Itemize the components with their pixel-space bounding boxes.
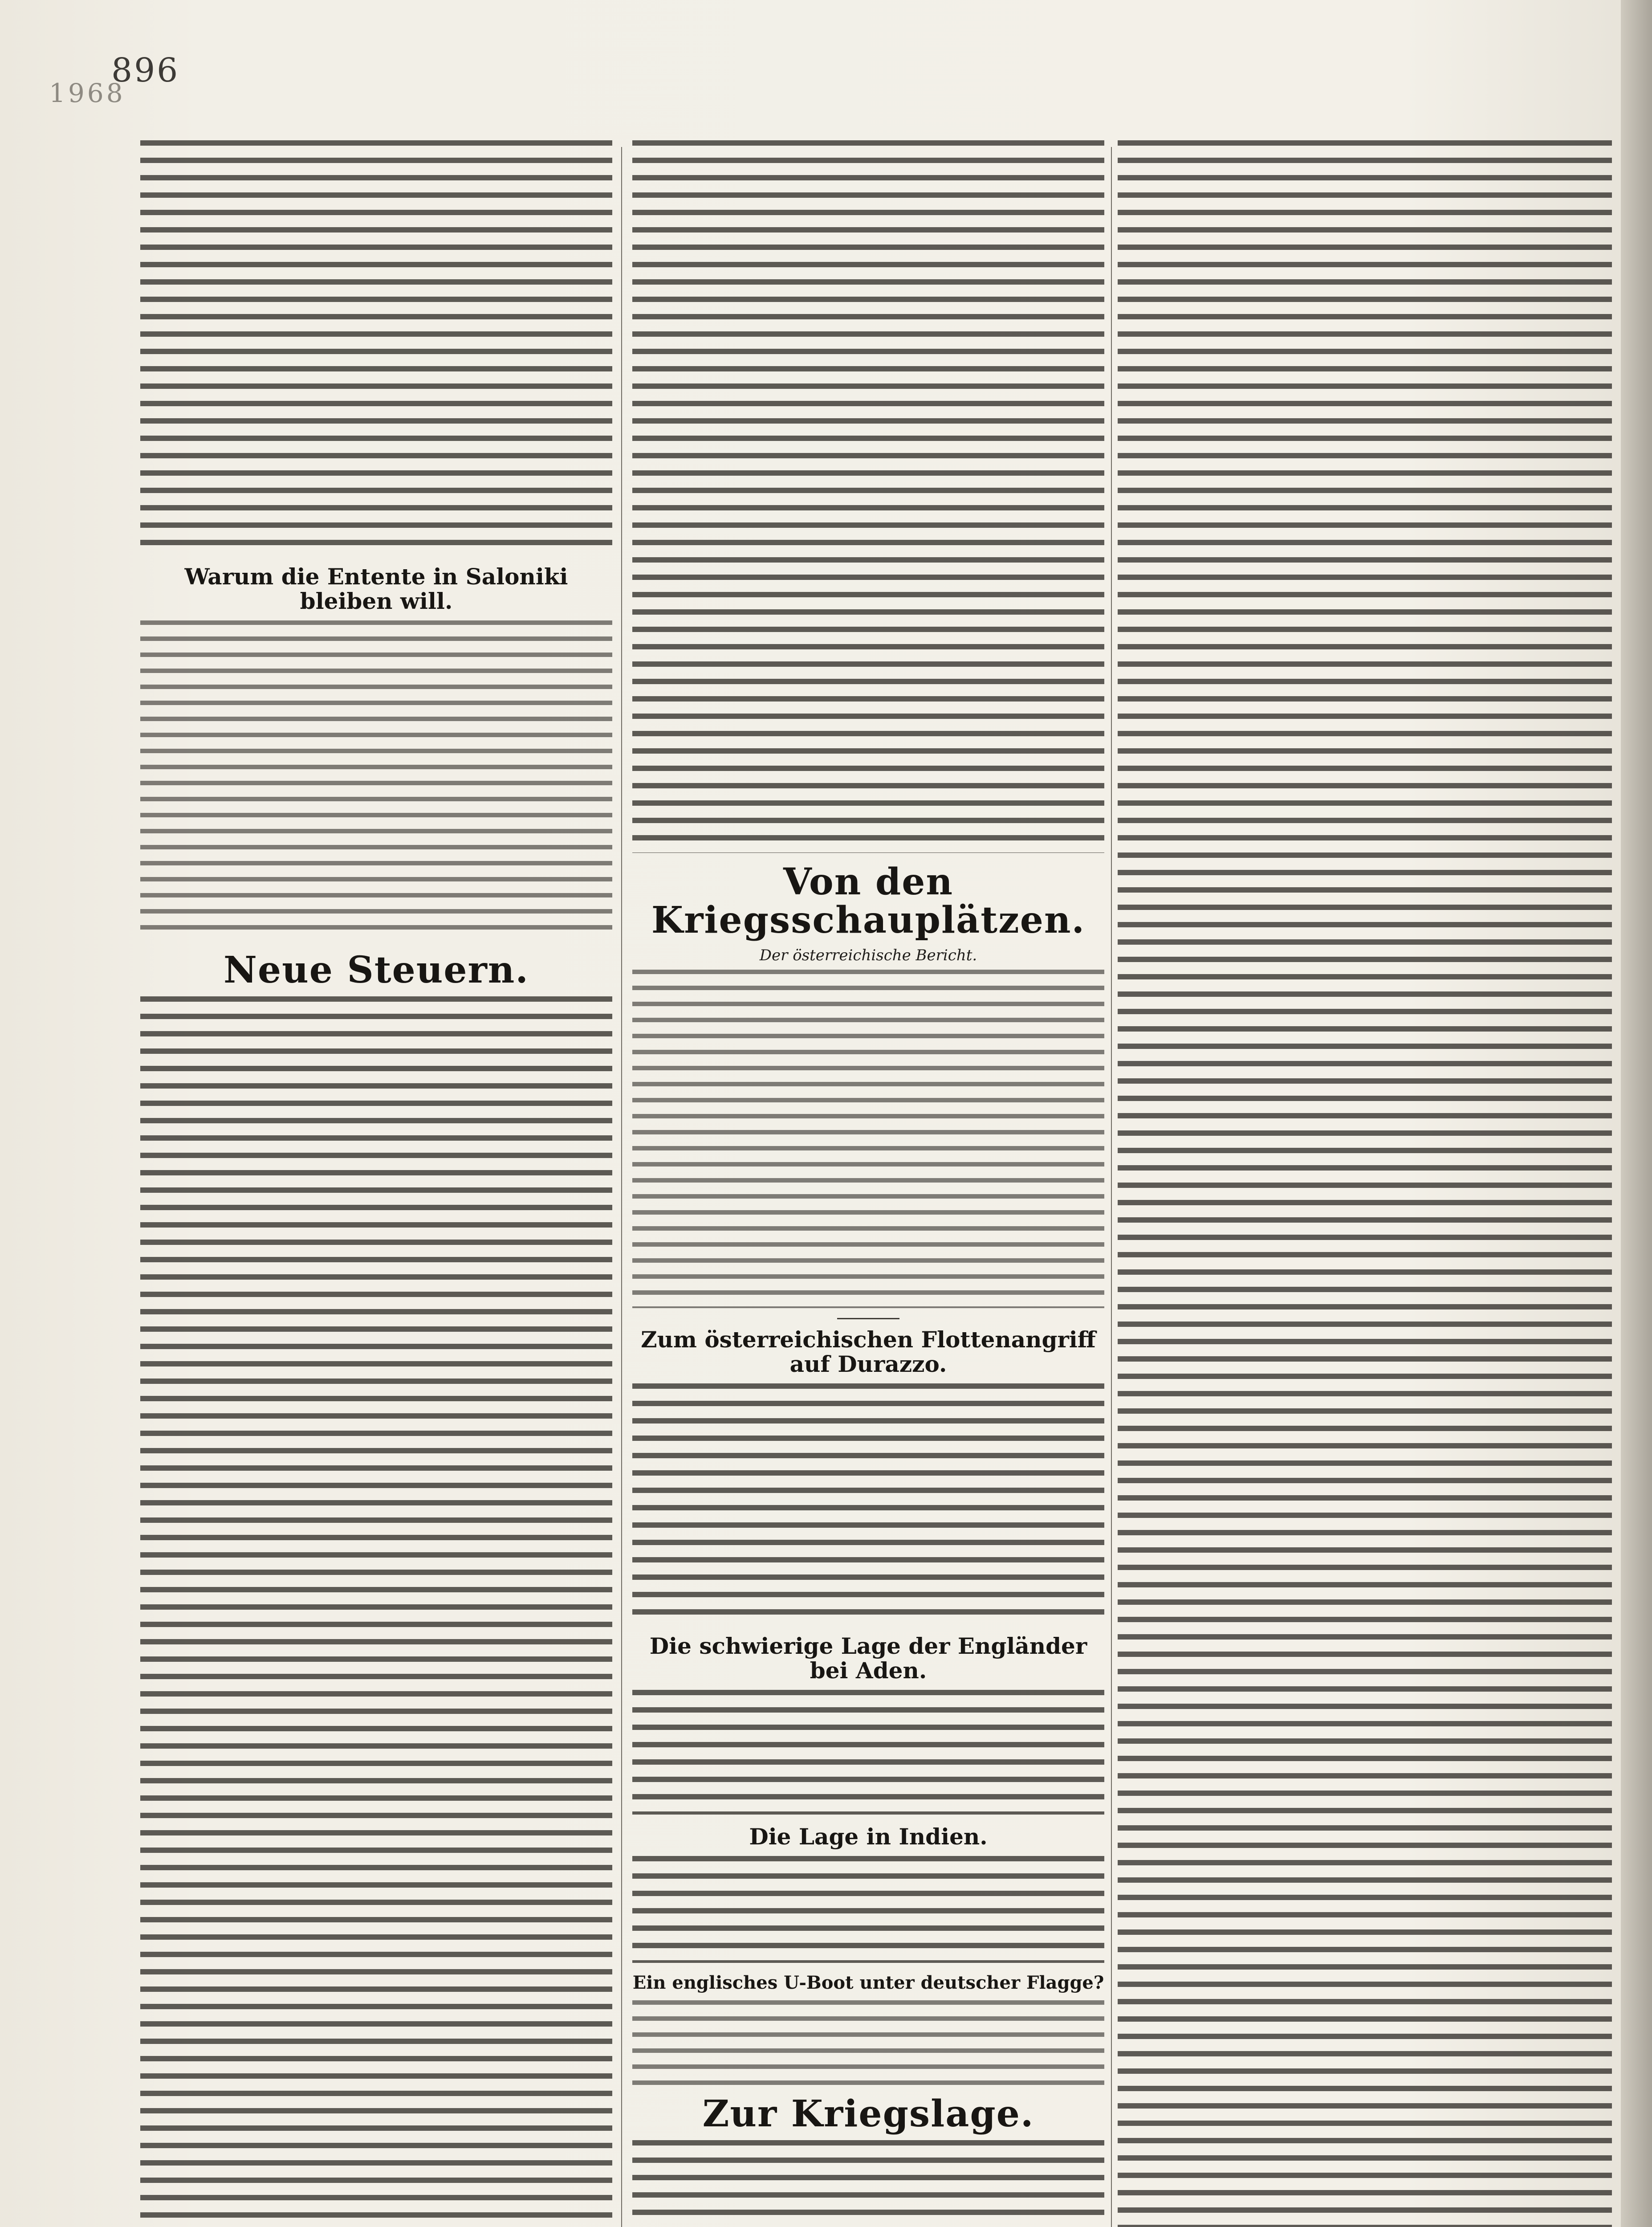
section-heading: Zur Kriegslage. [702,2092,1034,2136]
middle-column [632,140,1104,2227]
column-divider-left [621,147,622,2227]
article-heading: Warum die Entente in Saloniki bleiben will. [184,563,568,614]
article-text-block [632,2000,1104,2085]
article-text-block [140,996,612,2227]
page-stamp: 1968 [49,78,126,108]
article-heading: Ein englisches U-Boot unter deutscher Flagge? [632,1972,1104,1994]
article-text-block [632,140,1104,853]
section-subheading: Der österreichische Bericht. [759,946,977,965]
page-edge [1621,0,1652,2227]
article-heading: Zum österreichischen Flottenangriff auf Durazzo. [641,1326,1096,1378]
article-text-block [632,1383,1104,1624]
article-text-block [140,140,612,555]
article-heading: Die schwierige Lage der Engländer bei Aden. [649,1633,1087,1684]
left-column [140,140,612,2227]
article-text-block [1118,140,1612,2227]
article-text-block [632,1690,1104,1815]
article-text-block [632,1856,1104,1963]
column-divider-right [1111,147,1112,2227]
article-text-block [632,2140,1104,2227]
separator [837,1318,899,1319]
section-heading: Neue Steuern. [224,949,529,991]
article-text-block [632,970,1104,1308]
page-number: 896 [111,51,180,90]
section-heading: Von den Kriegsschauplätzen. [651,861,1086,942]
article-text-block [140,620,612,941]
right-column [1118,140,1612,2227]
article-heading: Die Lage in Indien. [749,1823,988,1850]
